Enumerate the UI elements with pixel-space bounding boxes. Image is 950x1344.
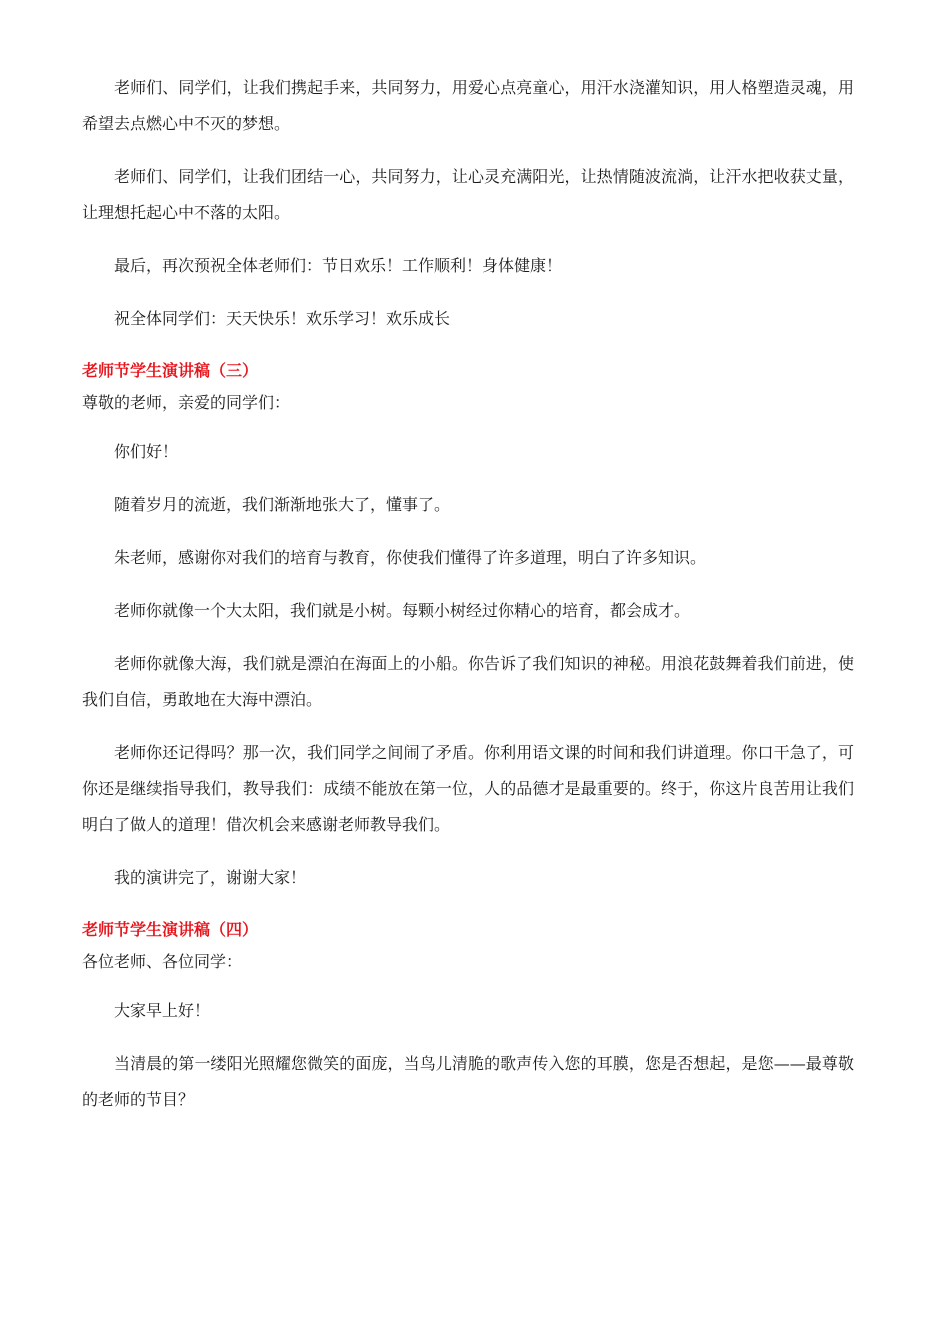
- body-paragraph: 老师们、同学们，让我们携起手来，共同努力，用爱心点亮童心，用汗水浇灌知识，用人格塑造灵魂，用希望去点燃心中不灭的梦想。: [82, 78, 854, 133]
- body-paragraph: 朱老师，感谢你对我们的培育与教育，你使我们懂得了许多道理，明白了许多知识。: [114, 548, 707, 567]
- body-paragraph: 祝全体同学们：天天快乐！欢乐学习！欢乐成长: [114, 309, 451, 328]
- body-paragraph: 当清晨的第一缕阳光照耀您微笑的面庞，当鸟儿清脆的歌声传入您的耳膜，您是否想起，是您——最尊敬的老师的节目？: [82, 1054, 854, 1109]
- body-paragraph: 老师你就像大海，我们就是漂泊在海面上的小船。你告诉了我们知识的神秘。用浪花鼓舞着我们前进，使我们自信，勇敢地在大海中漂泊。: [82, 654, 854, 709]
- body-paragraph: 老师你就像一个大太阳，我们就是小树。每颗小树经过你精心的培育，都会成才。: [114, 601, 691, 620]
- body-paragraph: 大家早上好！: [114, 1001, 211, 1020]
- body-paragraph: 老师你还记得吗？那一次，我们同学之间闹了矛盾。你利用语文课的时间和我们讲道理。你口干急了，可你还是继续指导我们，教导我们：成绩不能放在第一位，人的品德才是最重要的。终于，你这片良苦用让我们明白了做人的道理！借次机会来感谢老师教导我们。: [82, 743, 854, 834]
- body-paragraph: 随着岁月的流逝，我们渐渐地张大了，懂事了。: [114, 495, 451, 514]
- body-paragraph: 你们好！: [114, 442, 179, 461]
- section-heading: 老师节学生演讲稿（三）: [82, 361, 259, 380]
- salutation: 尊敬的老师，亲爱的同学们：: [82, 393, 291, 412]
- salutation: 各位老师、各位同学：: [82, 952, 243, 971]
- body-paragraph: 老师们、同学们，让我们团结一心，共同努力，让心灵充满阳光，让热情随波流淌，让汗水把收获丈量，让理想托起心中不落的太阳。: [82, 167, 854, 222]
- document-page: [82, 70, 854, 1135]
- body-paragraph: 我的演讲完了，谢谢大家！: [114, 868, 307, 887]
- section-heading: 老师节学生演讲稿（四）: [82, 920, 259, 939]
- body-paragraph: 最后，再次预祝全体老师们：节日欢乐！工作顺利！身体健康！: [114, 256, 563, 275]
